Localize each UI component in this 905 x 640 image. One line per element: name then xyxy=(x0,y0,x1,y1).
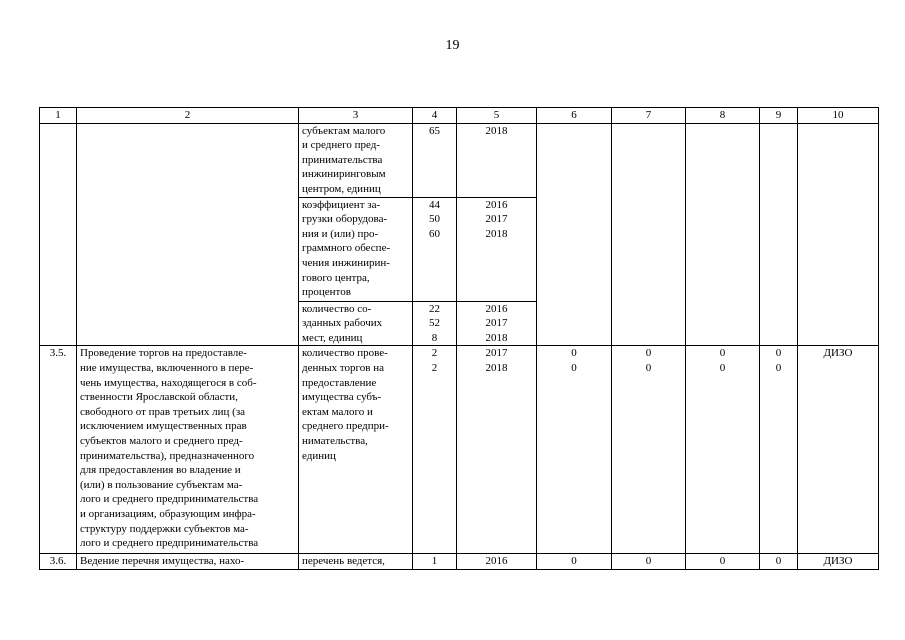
indicator-cell: количество со- зданных рабочих мест, единиц xyxy=(299,301,413,346)
item-name-cell: Проведение торгов на предоставле- ние имущества, включенного в пере- чень имущества, находящегося в соб- ственности Ярославской области, свободного от прав третьих лиц (за исключением имущественных прав субъектов малого и среднего пред- принимательства), предназначенного для предоставления во владение и (или) в пользование субъектам ма- лого и среднего предпринимательства и организациям, образующим инфра- структуру поддержки субъектов ма- лого и среднего предпринимательства xyxy=(77,346,299,554)
value-cell: 1 xyxy=(413,554,457,570)
indicator-cell: перечень ведется, xyxy=(299,554,413,570)
col8-cell: 0 xyxy=(686,554,760,570)
program-table xyxy=(39,107,879,570)
item-number-cell xyxy=(40,123,77,346)
item-number-cell: 3.5. xyxy=(40,346,77,554)
value-cell: 65 xyxy=(413,123,457,197)
year-cell: 2016 2017 2018 xyxy=(457,197,537,301)
col7-cell: 0 xyxy=(612,554,686,570)
header-row xyxy=(40,108,879,124)
item-name-cell xyxy=(77,123,299,346)
indicator-cell: субъектам малого и среднего пред- принимательства инжиниринговым центром, единиц xyxy=(299,123,413,197)
col8-cell: 0 0 xyxy=(686,346,760,554)
header-cell: 9 xyxy=(760,108,798,124)
col9-cell xyxy=(760,123,798,346)
year-cell: 2018 xyxy=(457,123,537,197)
page-number: 19 xyxy=(445,38,460,53)
value-cell: 44 50 60 xyxy=(413,197,457,301)
col10-cell xyxy=(798,123,879,346)
col7-cell xyxy=(612,123,686,346)
indicator-cell: количество прове- денных торгов на предоставление имущества субъ- ектам малого и среднего предпри- нимательства, единиц xyxy=(299,346,413,554)
header-cell: 1 xyxy=(40,108,77,124)
header-cell: 8 xyxy=(686,108,760,124)
year-cell: 2017 2018 xyxy=(457,346,537,554)
header-cell: 6 xyxy=(537,108,612,124)
col6-cell xyxy=(537,123,612,301)
col8-cell xyxy=(686,123,760,346)
table-row xyxy=(40,123,879,197)
header-cell: 2 xyxy=(77,108,299,124)
header-cell: 5 xyxy=(457,108,537,124)
header-cell: 7 xyxy=(612,108,686,124)
indicator-cell: коэффициент за- грузки оборудова- ния и (или) про- граммного обеспе- чения инжинирин- гового центра, процентов xyxy=(299,197,413,301)
value-cell: 2 2 xyxy=(413,346,457,554)
col9-cell: 0 0 xyxy=(760,346,798,554)
executor-cell: ДИЗО xyxy=(798,554,879,570)
header-cell: 3 xyxy=(299,108,413,124)
value-cell: 22 52 8 xyxy=(413,301,457,346)
header-cell: 10 xyxy=(798,108,879,124)
header-cell: 4 xyxy=(413,108,457,124)
item-name-cell: Ведение перечня имущества, нахо- xyxy=(77,554,299,570)
col7-cell: 0 0 xyxy=(612,346,686,554)
col9-cell: 0 xyxy=(760,554,798,570)
col6-cell xyxy=(537,301,612,346)
col6-cell: 0 xyxy=(537,554,612,570)
table-row xyxy=(40,554,879,570)
table-row xyxy=(40,346,879,554)
col6-cell: 0 0 xyxy=(537,346,612,554)
year-cell: 2016 2017 2018 xyxy=(457,301,537,346)
executor-cell: ДИЗО xyxy=(798,346,879,554)
year-cell: 2016 xyxy=(457,554,537,570)
item-number-cell: 3.6. xyxy=(40,554,77,570)
